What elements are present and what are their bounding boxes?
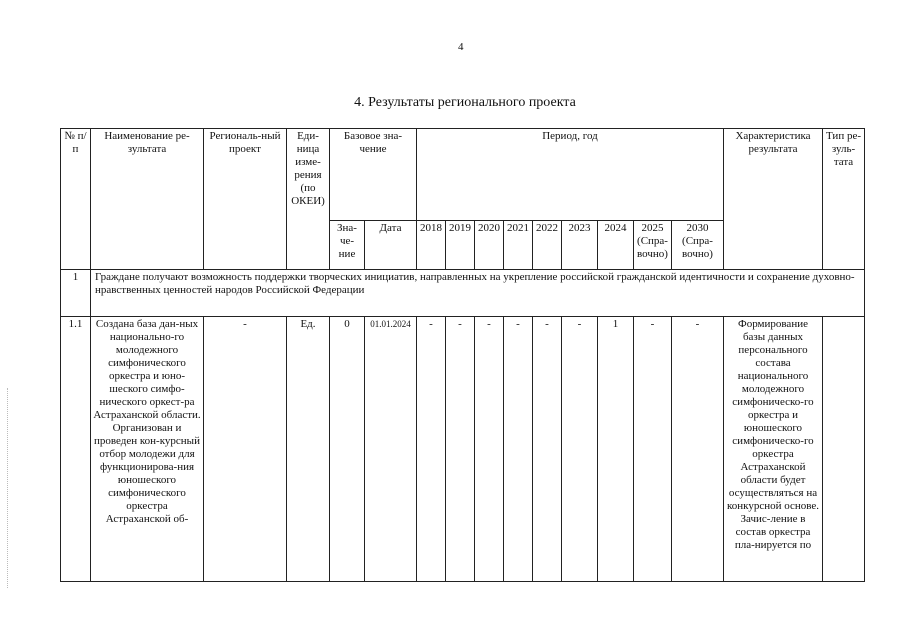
row-type bbox=[823, 317, 865, 582]
row-year-value: - bbox=[446, 317, 475, 582]
header-year: 2024 bbox=[598, 221, 634, 270]
header-year-2030: 2030 (Спра-вочно) bbox=[672, 221, 724, 270]
group-row bbox=[61, 270, 865, 317]
row-name: Создана база дан-ных национально-го молодежного симфонического оркестра и юно-шеского симфо-нического оркест-ра Астраханской области. Организован и проведен кон-курсный отбор молодежи для функционирова-ния юношеского симфонического оркестра Астраханской об- bbox=[91, 317, 204, 582]
row-year-value: - bbox=[475, 317, 504, 582]
header-type: Тип ре-зуль-тата bbox=[823, 129, 865, 270]
header-period: Период, год bbox=[417, 129, 724, 221]
header-characteristic: Характеристика результата bbox=[724, 129, 823, 270]
header-year: 2018 bbox=[417, 221, 446, 270]
row-year-value: - bbox=[533, 317, 562, 582]
header-year: 2021 bbox=[504, 221, 533, 270]
header-year: 2022 bbox=[533, 221, 562, 270]
header-row bbox=[61, 129, 865, 221]
header-base: Базовое зна-чение bbox=[330, 129, 417, 221]
header-project: Региональ-ный проект bbox=[204, 129, 287, 270]
row-year-value: - bbox=[672, 317, 724, 582]
row-base-value: 0 bbox=[330, 317, 365, 582]
group-num: 1 bbox=[61, 270, 91, 317]
header-base-value: Зна-че-ние bbox=[330, 221, 365, 270]
section-title: 4. Результаты регионального проекта bbox=[354, 95, 576, 110]
results-table bbox=[60, 128, 865, 582]
header-base-date: Дата bbox=[365, 221, 417, 270]
page-number: 4 bbox=[458, 41, 464, 53]
scan-edge-mark bbox=[7, 388, 9, 588]
row-base-date: 01.01.2024 bbox=[365, 317, 417, 582]
row-unit: Ед. bbox=[287, 317, 330, 582]
group-text: Граждане получают возможность поддержки творческих инициатив, направленных на укрепление российской гражданской идентичности и сохранение духовно-нравственных ценностей народов Российской Федерации bbox=[91, 270, 865, 317]
row-characteristic: Формирование базы данных персонального состава национального молодежного симфоническо-го оркестра и юношеского симфоническо-го оркестра Астраханской области будет осуществляться на конкурсной основе. Зачис-ление в состав оркестра пла-нируется по bbox=[724, 317, 823, 582]
header-num: № п/п bbox=[61, 129, 91, 270]
row-year-value: - bbox=[417, 317, 446, 582]
row-num: 1.1 bbox=[61, 317, 91, 582]
header-unit: Еди-ница изме-рения (по ОКЕИ) bbox=[287, 129, 330, 270]
header-name: Наименование ре-зультата bbox=[91, 129, 204, 270]
header-year: 2020 bbox=[475, 221, 504, 270]
row-year-value: 1 bbox=[598, 317, 634, 582]
row-year-value: - bbox=[504, 317, 533, 582]
table-row bbox=[61, 317, 865, 582]
header-year: 2019 bbox=[446, 221, 475, 270]
header-year: 2023 bbox=[562, 221, 598, 270]
row-project: - bbox=[204, 317, 287, 582]
row-year-value: - bbox=[634, 317, 672, 582]
row-year-value: - bbox=[562, 317, 598, 582]
header-year-2025: 2025 (Спра-вочно) bbox=[634, 221, 672, 270]
